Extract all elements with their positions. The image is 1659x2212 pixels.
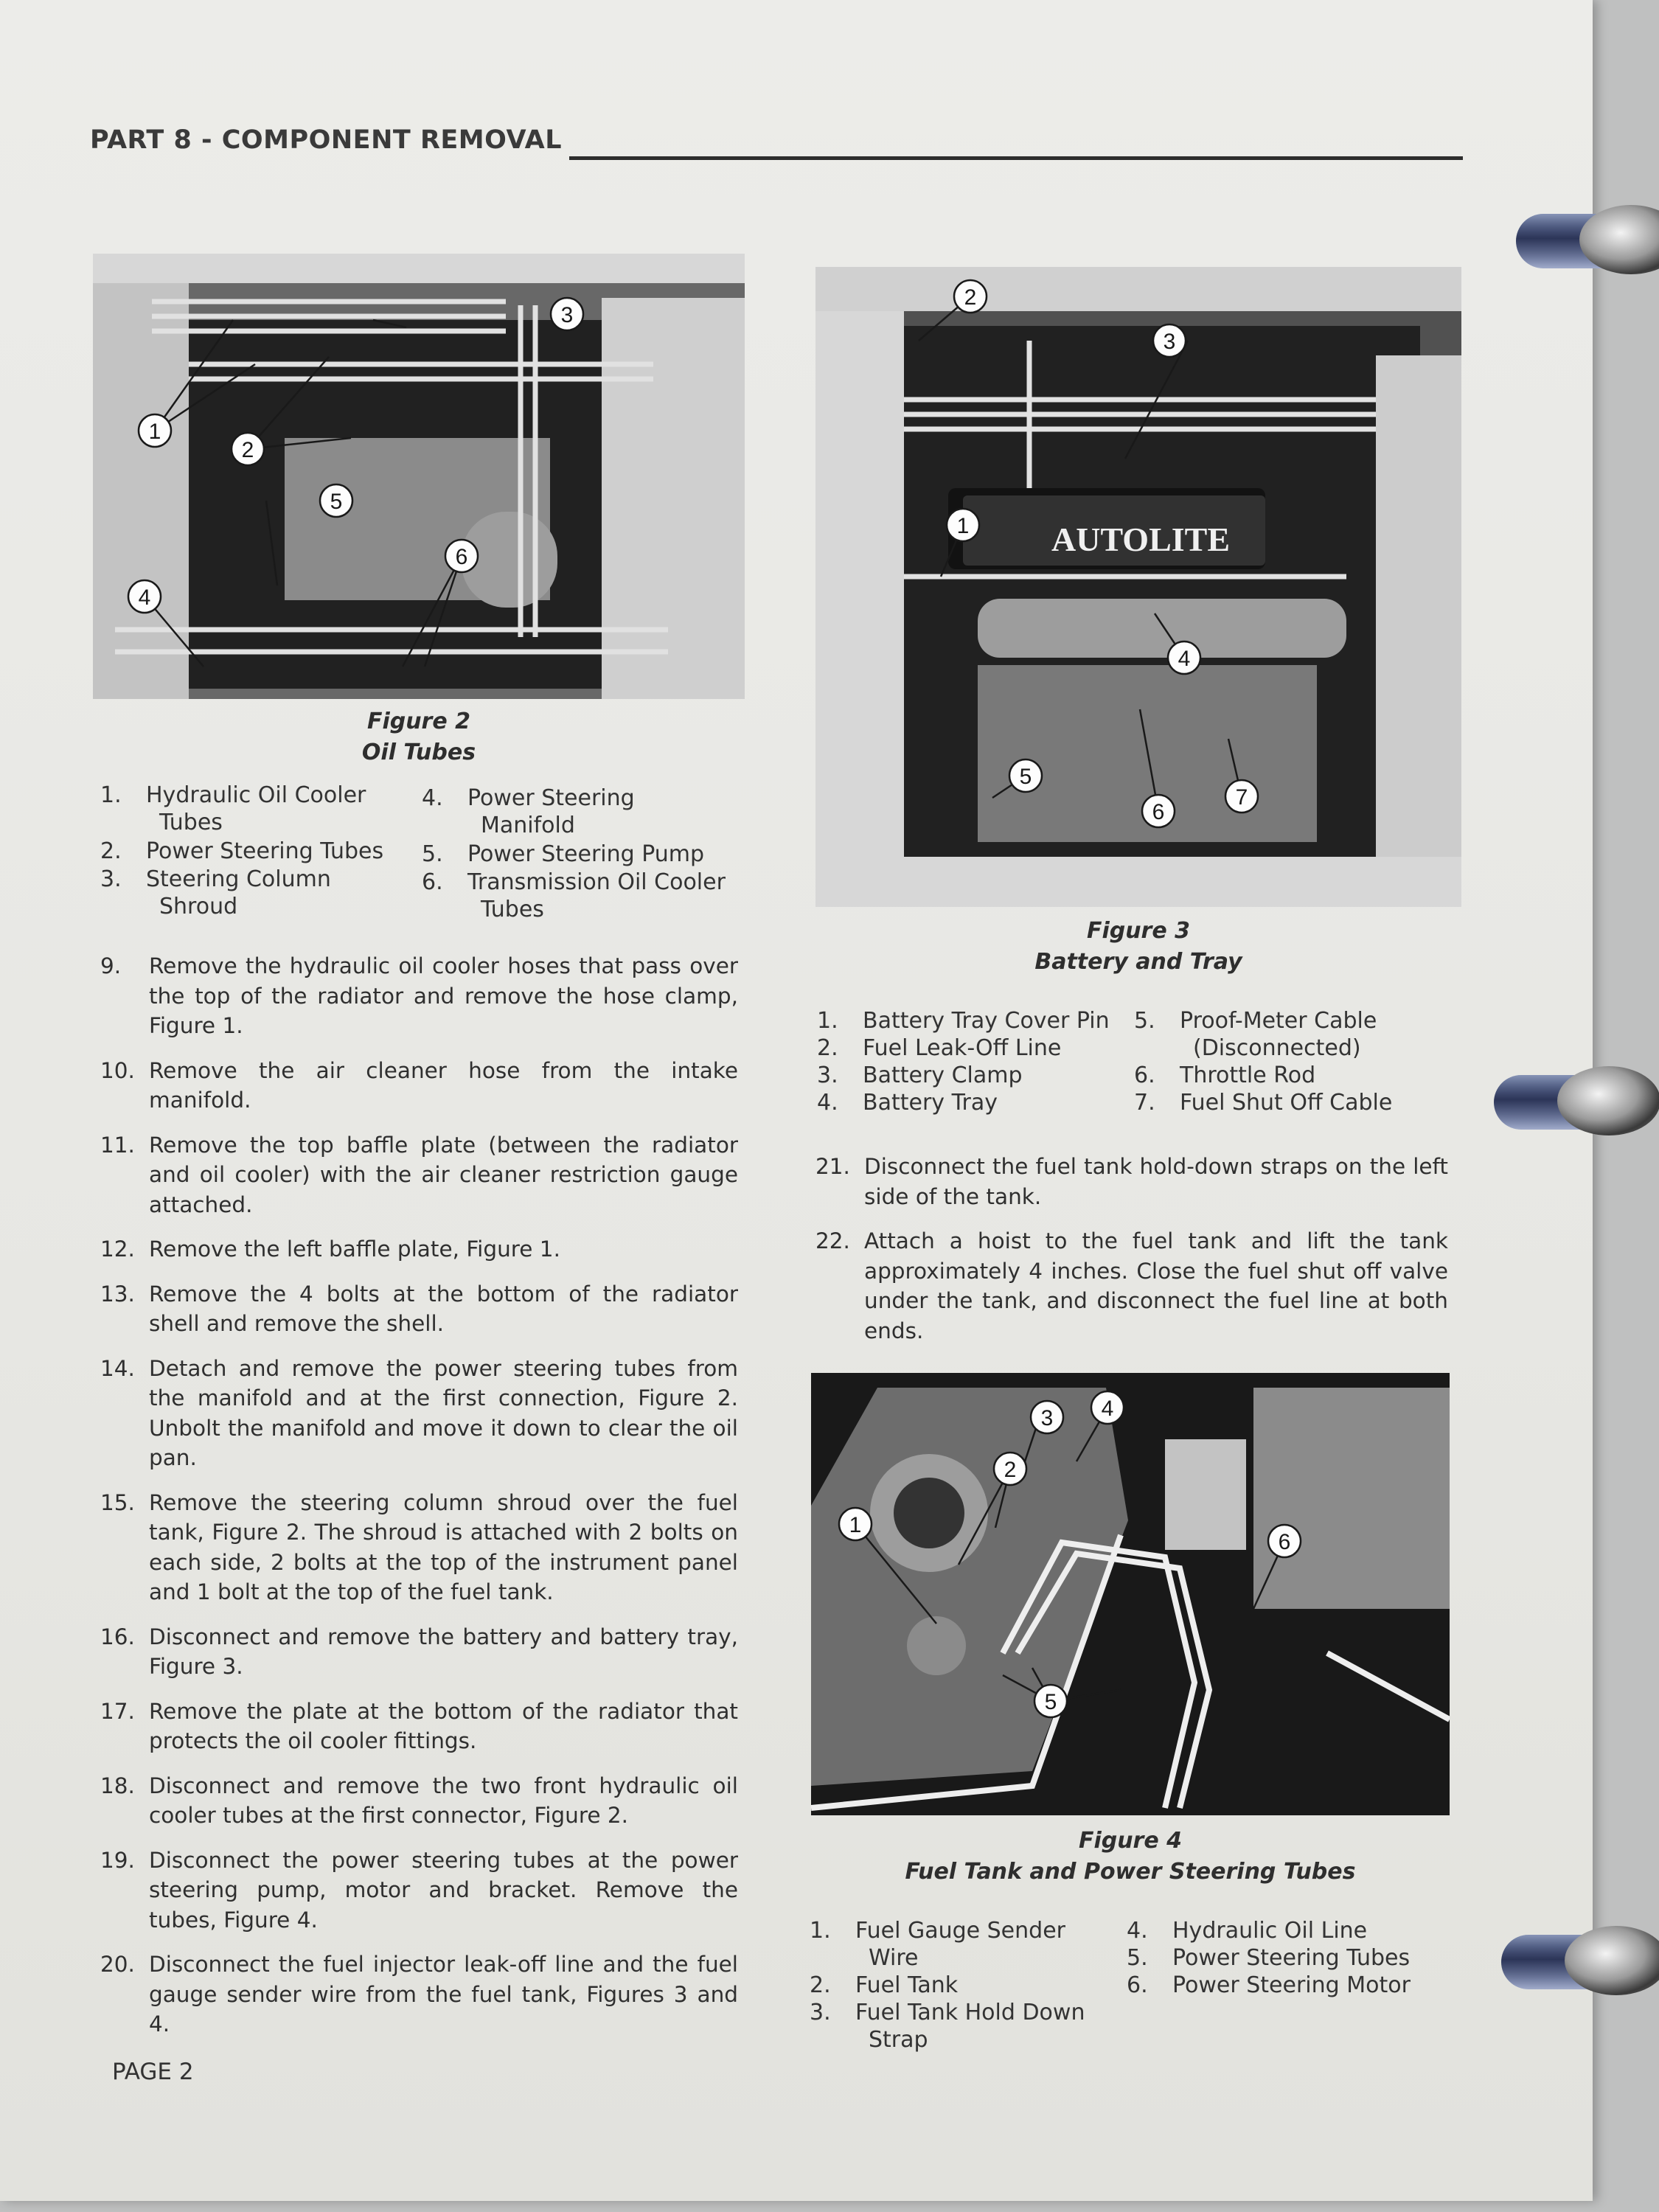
- steps-left: [100, 951, 738, 2054]
- battery-brand-text: AUTOLITE: [1051, 521, 1231, 558]
- legend-item: 4. Power Steering Manifold: [422, 785, 635, 838]
- page-header: PART 8 - COMPONENT REMOVAL: [90, 125, 563, 155]
- figure-4-legend: [810, 1917, 1458, 2065]
- legend-item: 1. Battery Tray Cover Pin: [817, 1008, 1110, 1034]
- legend-item: 6. Power Steering Motor: [1127, 1972, 1411, 1998]
- legend-item: 3. Steering Column Shroud: [100, 866, 331, 919]
- step-item: 14. Detach and remove the power steering tubes from the manifold and at the first connection, Figure 2. Unbolt the manifold and move it down to clear the oil pan.: [100, 1355, 738, 1470]
- figure-3-legend: [817, 1007, 1466, 1125]
- legend-item: 4. Hydraulic Oil Line: [1127, 1918, 1368, 1944]
- figure-4-label: Figure 4: [1078, 1828, 1183, 1854]
- legend-item: 2. Power Steering Tubes: [100, 838, 384, 864]
- figure-4-callout-1: 1: [849, 1513, 862, 1537]
- figure-3-callout-2: 2: [964, 285, 977, 310]
- step-item: 10. Remove the air cleaner hose from the intake manifold.: [100, 1057, 738, 1113]
- figure-3-callout-1: 1: [956, 514, 970, 538]
- figure-4-caption: [811, 1826, 1450, 1888]
- step-item: 16. Disconnect and remove the battery and battery tray, Figure 3.: [100, 1624, 738, 1679]
- step-item: 21. Disconnect the fuel tank hold-down straps on the left side of the tank.: [815, 1154, 1448, 1209]
- figure-2-callout-4: 4: [138, 585, 151, 610]
- figure-3-callout-3: 3: [1163, 330, 1176, 354]
- figure-4-callout-4: 4: [1101, 1397, 1114, 1421]
- binder-ring-bottom: [1501, 1935, 1634, 1989]
- header-rule: [569, 156, 1463, 160]
- figure-3-callout-4: 4: [1178, 647, 1191, 671]
- figure-4-callout-2: 2: [1004, 1458, 1017, 1482]
- figure-3-title: Battery and Tray: [1034, 949, 1242, 975]
- figure-3-label: Figure 3: [1086, 918, 1191, 944]
- step-item: 22. Attach a hoist to the fuel tank and lift the tank approximately 4 inches. Close the fuel shut off valve under the tank, and disconnect the fuel line at both ends.: [815, 1228, 1448, 1343]
- legend-item: 5. Proof-Meter Cable (Disconnected): [1134, 1008, 1377, 1061]
- figure-2-callout-5: 5: [330, 490, 343, 514]
- figure-4-photo: [811, 1373, 1450, 1815]
- binder-ring-top: [1516, 214, 1649, 268]
- step-item: 9. Remove the hydraulic oil cooler hoses that pass over the top of the radiator and remove the hose clamp, Figure 1.: [100, 953, 738, 1038]
- steps-right: [815, 1152, 1448, 1360]
- figure-2-callout-6: 6: [455, 545, 468, 569]
- step-item: 19. Disconnect the power steering tubes at the power steering pump, motor and bracket. Remove the tubes, Figure 4.: [100, 1847, 738, 1933]
- figure-4-callout-3: 3: [1040, 1406, 1054, 1430]
- figure-2-callout-2: 2: [241, 438, 254, 462]
- legend-item: 1. Fuel Gauge Sender Wire: [810, 1918, 1065, 1971]
- figure-4-callout-5: 5: [1044, 1690, 1057, 1714]
- legend-item: 6. Throttle Rod: [1134, 1062, 1316, 1088]
- page-number: PAGE 2: [112, 2059, 194, 2085]
- legend-item: 2. Fuel Leak-Off Line: [817, 1035, 1062, 1061]
- figure-2-title: Oil Tubes: [361, 740, 476, 765]
- step-item: 20. Disconnect the fuel injector leak-off line and the fuel gauge sender wire from the fuel tank, Figures 3 and 4.: [100, 1952, 738, 2037]
- figure-3-callout-5: 5: [1019, 765, 1032, 789]
- legend-item: 7. Fuel Shut Off Cable: [1134, 1090, 1393, 1116]
- figure-3-callout-7: 7: [1235, 785, 1248, 810]
- step-item: 12. Remove the left baffle plate, Figure 1.: [100, 1237, 560, 1262]
- legend-item: 6. Transmission Oil Cooler Tubes: [422, 869, 726, 922]
- step-item: 15. Remove the steering column shroud over the fuel tank, Figure 2. The shroud is attached with 2 bolts on each side, 2 bolts at the top of the instrument panel and 1 bolt at the top of the fuel tank.: [100, 1489, 738, 1604]
- binder-ring-middle: [1494, 1075, 1627, 1130]
- figure-4-title: Fuel Tank and Power Steering Tubes: [905, 1859, 1356, 1885]
- figure-3-caption: [815, 916, 1461, 978]
- figure-3-callout-6: 6: [1152, 800, 1165, 824]
- figure-2-callout-3: 3: [560, 303, 574, 327]
- figure-3-photo: [815, 267, 1461, 907]
- figure-2-label: Figure 2: [366, 709, 471, 734]
- step-item: 18. Disconnect and remove the two front hydraulic oil cooler tubes at the first connector, Figure 2.: [100, 1773, 738, 1828]
- legend-item: 1. Hydraulic Oil Cooler Tubes: [100, 782, 366, 835]
- legend-item: 3. Fuel Tank Hold Down Strap: [810, 2000, 1085, 2053]
- legend-item: 2. Fuel Tank: [810, 1972, 959, 1998]
- legend-item: 5. Power Steering Pump: [422, 841, 705, 867]
- legend-item: 4. Battery Tray: [817, 1090, 998, 1116]
- step-item: 17. Remove the plate at the bottom of the radiator that protects the oil cooler fittings.: [100, 1698, 738, 1753]
- legend-item: 3. Battery Clamp: [817, 1062, 1023, 1088]
- figure-2-callout-1: 1: [148, 420, 161, 444]
- step-item: 13. Remove the 4 bolts at the bottom of the radiator shell and remove the shell.: [100, 1281, 738, 1336]
- figure-2-photo: [93, 254, 745, 699]
- figure-4-callout-6: 6: [1278, 1530, 1291, 1554]
- step-item: 11. Remove the top baffle plate (between the radiator and oil cooler) with the air cleaner restriction gauge attached.: [100, 1132, 738, 1217]
- figure-2-caption: [93, 706, 745, 768]
- legend-item: 5. Power Steering Tubes: [1127, 1945, 1411, 1971]
- figure-2-legend: [100, 782, 764, 929]
